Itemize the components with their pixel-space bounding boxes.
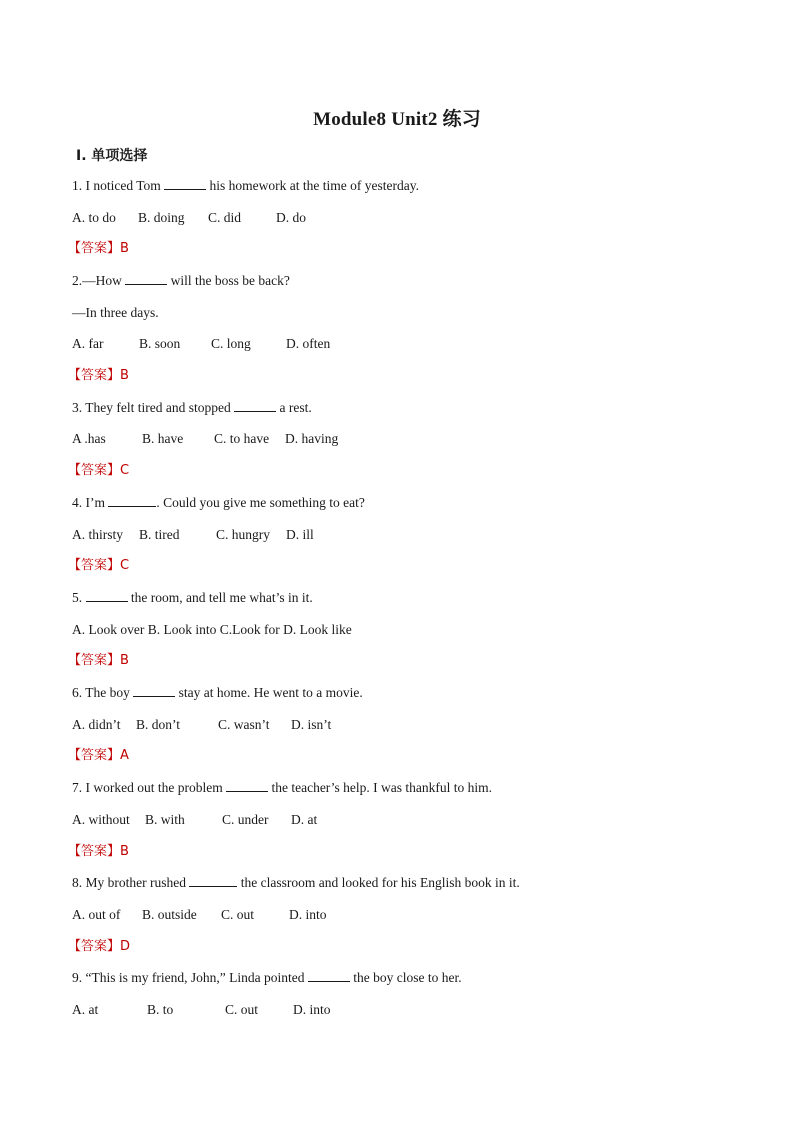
question-stem-text: the classroom and looked for his English book in it.: [240, 875, 520, 890]
answer-label: 【答案】: [68, 241, 121, 256]
option-c: C. wasn’t: [218, 717, 270, 732]
question-8-options: [72, 906, 327, 924]
option-b: B. outside: [142, 907, 197, 922]
option-d: D. ill: [286, 527, 314, 542]
answer-value: B: [120, 844, 129, 859]
answer-value: B: [120, 653, 129, 668]
option-c: C. to have: [214, 431, 270, 446]
question-stem-text: 9. “This is my friend, John,” Linda pointed: [72, 970, 305, 985]
question-3-options: [72, 430, 338, 448]
question-4-stem: [72, 494, 365, 512]
question-stem-text: 7. I worked out the problem: [72, 780, 223, 795]
option-a: A .has: [72, 431, 106, 446]
option-b: B. tired: [139, 527, 180, 542]
option-c: C. hungry: [216, 527, 270, 542]
option-d: D. at: [291, 812, 318, 827]
answer-value: A: [120, 748, 129, 763]
question-stem-text: 1. I noticed Tom: [72, 178, 161, 193]
answer-line-2: [68, 367, 129, 385]
answer-line-5: [68, 652, 129, 670]
document-title: Module8 Unit2 练习: [313, 109, 481, 130]
question-stem-text: 8. My brother rushed: [72, 875, 186, 890]
option-b: B. don’t: [136, 717, 181, 732]
option-d: D. into: [293, 1002, 331, 1017]
answer-value: B: [120, 241, 129, 256]
option-c: C. long: [211, 336, 251, 351]
question-stem-text: his homework at the time of yesterday.: [209, 178, 419, 193]
question-6-stem: [72, 684, 363, 702]
question-stem-text: a rest.: [279, 400, 312, 415]
option-d: D. having: [285, 431, 339, 446]
option-a: A. out of: [72, 907, 121, 922]
answer-blank: [164, 177, 206, 190]
option-b: B. doing: [138, 210, 185, 225]
question-stem-text: . Could you give me something to eat?: [156, 495, 365, 510]
question-8-stem: [72, 874, 520, 892]
option-a: A. without: [72, 812, 130, 827]
answer-value: C: [120, 558, 130, 573]
answer-label: 【答案】: [68, 748, 121, 763]
question-stem-text: the teacher’s help. I was thankful to him.: [271, 780, 493, 795]
question-stem-text: 6. The boy: [72, 685, 130, 700]
question-1-stem: [72, 177, 419, 195]
question-6-options: [72, 716, 331, 734]
question-2-options: [72, 335, 330, 353]
answer-line-3: [68, 462, 129, 480]
answer-line-6: [68, 747, 129, 765]
answer-label: 【答案】: [68, 844, 121, 859]
answer-blank: [308, 969, 350, 982]
answer-label: 【答案】: [68, 939, 121, 954]
option-a: A. didn’t: [72, 717, 121, 732]
answer-line-1: [68, 240, 129, 258]
answer-blank: [189, 874, 237, 887]
question-5-options: A. Look over B. Look into C.Look for D. Look like: [72, 622, 352, 637]
question-stem-text: the room, and tell me what’s in it.: [130, 590, 313, 605]
question-2-stem: [72, 272, 290, 290]
question-1-options: [72, 209, 306, 227]
answer-value: B: [120, 368, 129, 383]
answer-value: C: [120, 463, 130, 478]
option-a: A. far: [72, 336, 104, 351]
answer-line-7: [68, 843, 129, 861]
option-b: B. have: [142, 431, 184, 446]
question-stem-text: 2.—How: [72, 273, 122, 288]
answer-blank: [125, 272, 167, 285]
question-stem-text: 3. They felt tired and stopped: [72, 400, 231, 415]
question-7-stem: [72, 779, 492, 797]
question-stem-text: stay at home. He went to a movie.: [178, 685, 363, 700]
option-b: B. soon: [139, 336, 181, 351]
answer-blank: [234, 399, 276, 412]
option-a: A. thirsty: [72, 527, 124, 542]
answer-label: 【答案】: [68, 558, 121, 573]
question-stem-text: 5.: [72, 590, 83, 605]
answer-blank: [226, 779, 268, 792]
option-d: D. into: [289, 907, 327, 922]
question-9-options: [72, 1001, 331, 1019]
question-2-reply: —In three days.: [72, 305, 159, 320]
answer-line-8: [68, 938, 130, 956]
question-stem-text: the boy close to her.: [353, 970, 462, 985]
answer-label: 【答案】: [68, 653, 121, 668]
question-3-stem: [72, 399, 312, 417]
option-d: D. isn’t: [291, 717, 332, 732]
answer-blank: [108, 494, 156, 507]
option-c: C. did: [208, 210, 242, 225]
answer-value: D: [120, 939, 131, 954]
question-4-options: [72, 526, 314, 544]
option-c: C. under: [222, 812, 269, 827]
option-d: D. do: [276, 210, 306, 225]
option-a: A. to do: [72, 210, 116, 225]
option-b: B. with: [145, 812, 185, 827]
answer-blank: [133, 684, 175, 697]
answer-label: 【答案】: [68, 368, 121, 383]
answer-blank: [86, 589, 128, 602]
option-c: C. out: [221, 907, 255, 922]
question-stem-text: 4. I’m: [72, 495, 105, 510]
question-5-stem: [72, 589, 313, 607]
section-heading: Ⅰ. 单项选择: [76, 148, 148, 164]
answer-label: 【答案】: [68, 463, 121, 478]
option-c: C. out: [225, 1002, 259, 1017]
question-7-options: [72, 811, 317, 829]
option-b: B. to: [147, 1002, 174, 1017]
option-d: D. often: [286, 336, 331, 351]
question-9-stem: [72, 969, 462, 987]
answer-line-4: [68, 557, 129, 575]
question-stem-text: will the boss be back?: [170, 273, 290, 288]
option-a: A. at: [72, 1002, 99, 1017]
